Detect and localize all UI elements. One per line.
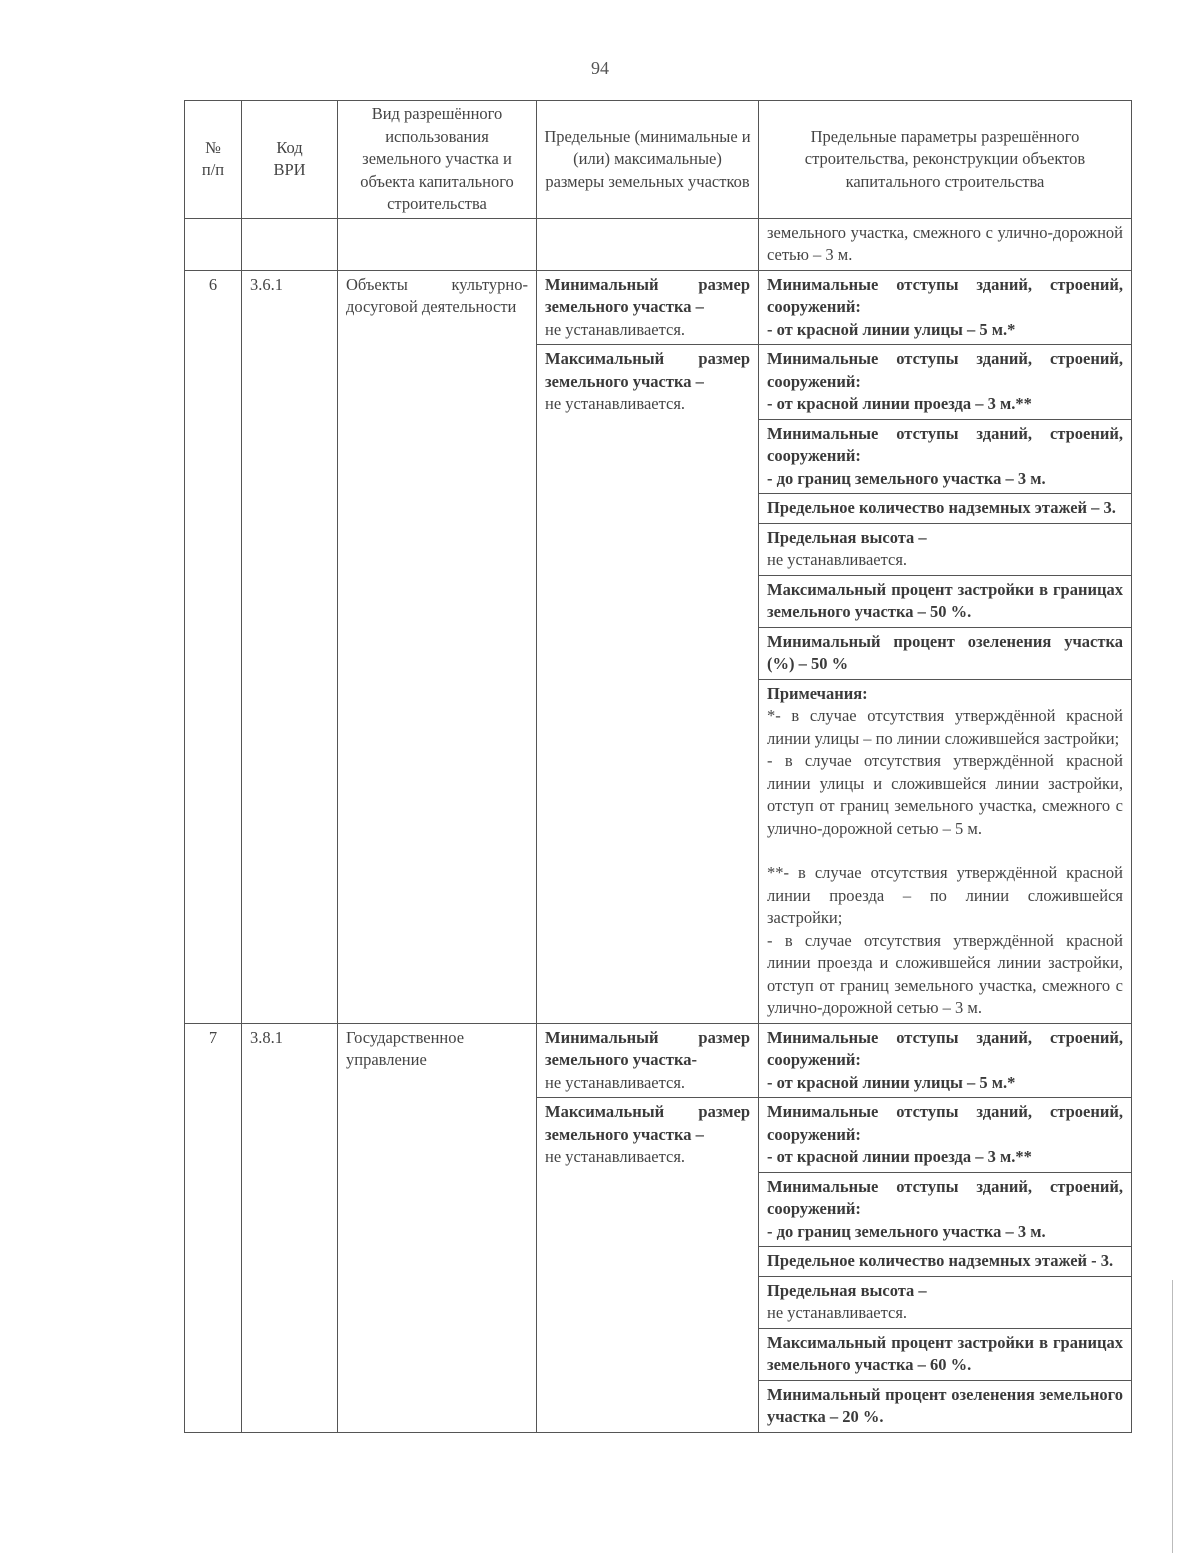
param-value: - до границ земельного участка – 3 м.	[767, 468, 1046, 488]
param-cell	[759, 523, 1132, 575]
min-size-cell	[537, 270, 759, 345]
param-cell	[759, 1023, 1132, 1098]
param-title: Минимальные отступы зданий, строений, сооружений:	[767, 1027, 1123, 1069]
min-size-title: Минимальный размер земельного участка –	[545, 274, 750, 316]
param-title: Минимальные отступы зданий, строений, сооружений:	[767, 423, 1123, 465]
param-title: Минимальные отступы зданий, строений, сооружений:	[767, 1176, 1123, 1218]
scan-edge-line	[1172, 1280, 1173, 1553]
param-cell	[759, 270, 1132, 345]
note-text: - в случае отсутствия утверждённой красной линии проезда и сложившейся линии застройки, отступ от границ земельного участка, смежного с улично-дорожной сетью – 3 м.	[767, 930, 1123, 1017]
param-value: - от красной линии проезда – 3 м.**	[767, 394, 1032, 413]
param-cell: Предельное количество надземных этажей - 3.	[759, 1247, 1132, 1277]
max-size-cell	[537, 345, 759, 1024]
header-params: Предельные параметры разрешённого строительства, реконструкции объектов капитального строительства	[759, 101, 1132, 219]
param-value: - от красной линии проезда – 3 м.**	[767, 1147, 1032, 1166]
max-size-cell	[537, 1098, 759, 1433]
continuation-text: земельного участка, смежного с улично-дорожной сетью – 3 м.	[759, 218, 1132, 270]
param-value: не устанавливается.	[767, 550, 908, 569]
param-title: Предельная высота –	[767, 527, 927, 547]
param-title: Минимальные отступы зданий, строений, сооружений:	[767, 274, 1123, 316]
header-code: Код ВРИ	[242, 101, 338, 219]
row-code: 3.6.1	[242, 270, 338, 1023]
header-number: № п/п	[185, 101, 242, 219]
param-title: Минимальные отступы зданий, строений, сооружений:	[767, 1102, 1123, 1144]
param-value: - от красной линии улицы – 5 м.*	[767, 1072, 1016, 1092]
note-text: - в случае отсутствия утверждённой красной линии улицы и сложившейся линии застройки, отступ от границ земельного участка, смежного с улично-дорожной сетью – 5 м.	[767, 751, 1123, 838]
max-size-value: не устанавливается.	[545, 1147, 686, 1166]
table-row	[185, 270, 1132, 345]
continuation-row	[185, 218, 1132, 270]
max-size-title: Максимальный размер земельного участка –	[545, 349, 750, 391]
row-use: Государственное управление	[338, 1023, 537, 1432]
param-cell: Максимальный процент застройки в границах земельного участка – 50 %.	[759, 575, 1132, 627]
table-row	[185, 1023, 1132, 1098]
header-use: Вид разрешённого использования земельного участка и объекта капитального строительства	[338, 101, 537, 219]
param-cell: Предельное количество надземных этажей – 3.	[759, 494, 1132, 524]
param-cell	[759, 345, 1132, 420]
param-cell: Минимальный процент озеленения земельного участка – 20 %.	[759, 1380, 1132, 1432]
param-cell	[759, 1098, 1132, 1173]
note-text: **- в случае отсутствия утверждённой красной линии проезда – по линии сложившейся застройки;	[767, 863, 1123, 927]
note-text: *- в случае отсутствия утверждённой красной линии улицы – по линии сложившейся застройки;	[767, 706, 1123, 748]
param-title: Предельная высота –	[767, 1280, 927, 1300]
min-size-value: не устанавливается.	[545, 319, 686, 339]
notes-cell	[759, 679, 1132, 1023]
row-use: Объекты культурно-досуговой деятельности	[338, 270, 537, 1023]
param-cell: Максимальный процент застройки в границах земельного участка – 60 %.	[759, 1328, 1132, 1380]
min-size-title: Минимальный размер земельного участка-	[545, 1027, 750, 1069]
param-value: - до границ земельного участка – 3 м.	[767, 1221, 1046, 1241]
param-cell	[759, 1172, 1132, 1247]
page-number: 94	[591, 58, 609, 78]
param-cell	[759, 419, 1132, 494]
min-size-cell	[537, 1023, 759, 1098]
param-value: - от красной линии улицы – 5 м.*	[767, 319, 1016, 339]
regulations-table	[184, 100, 1132, 1433]
param-value: не устанавливается.	[767, 1303, 908, 1322]
row-number: 7	[185, 1023, 242, 1432]
param-cell	[759, 1276, 1132, 1328]
max-size-title: Максимальный размер земельного участка –	[545, 1102, 750, 1144]
param-title: Минимальные отступы зданий, строений, сооружений:	[767, 349, 1123, 391]
notes-title: Примечания:	[767, 683, 868, 703]
table-header-row	[185, 101, 1132, 219]
row-number: 6	[185, 270, 242, 1023]
param-cell: Минимальный процент озеленения участка (%) – 50 %	[759, 627, 1132, 679]
row-code: 3.8.1	[242, 1023, 338, 1432]
max-size-value: не устанавливается.	[545, 394, 686, 413]
min-size-value: не устанавливается.	[545, 1072, 686, 1092]
header-size: Предельные (минимальные и (или) максимальные) размеры земельных участков	[537, 101, 759, 219]
